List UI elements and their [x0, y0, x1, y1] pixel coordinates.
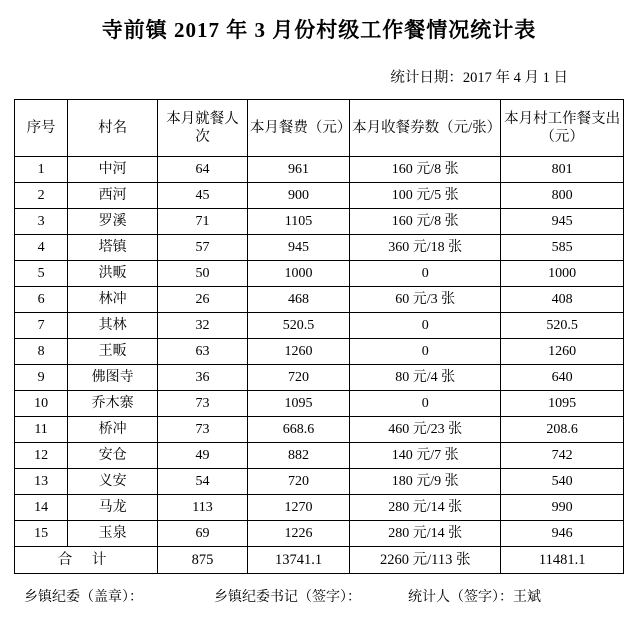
cell-fee: 1226 — [247, 521, 349, 547]
cell-persons: 36 — [158, 365, 248, 391]
cell-persons: 26 — [158, 287, 248, 313]
cell-coupon: 160 元/8 张 — [350, 209, 501, 235]
cell-fee: 720 — [247, 365, 349, 391]
cell-persons: 57 — [158, 235, 248, 261]
total-expense: 11481.1 — [501, 547, 624, 574]
cell-persons: 69 — [158, 521, 248, 547]
cell-seq: 1 — [15, 157, 68, 183]
cell-coupon: 0 — [350, 391, 501, 417]
statistics-table — [14, 99, 624, 574]
cell-fee: 945 — [247, 235, 349, 261]
signature-row — [0, 574, 638, 606]
column-header-seq: 序号 — [15, 100, 68, 157]
cell-persons: 63 — [158, 339, 248, 365]
cell-expense: 800 — [501, 183, 624, 209]
table-row — [15, 469, 624, 495]
table-row — [15, 339, 624, 365]
cell-village: 塔镇 — [68, 235, 158, 261]
cell-village: 佛图寺 — [68, 365, 158, 391]
cell-fee: 882 — [247, 443, 349, 469]
cell-fee: 1270 — [247, 495, 349, 521]
cell-fee: 720 — [247, 469, 349, 495]
cell-fee: 1260 — [247, 339, 349, 365]
cell-expense: 520.5 — [501, 313, 624, 339]
column-header-coupon: 本月收餐券数（元/张） — [350, 100, 501, 157]
cell-persons: 71 — [158, 209, 248, 235]
cell-seq: 11 — [15, 417, 68, 443]
secretary-signature-label: 乡镇纪委书记（签字）： — [214, 590, 361, 605]
cell-expense: 946 — [501, 521, 624, 547]
column-header-persons: 本月就餐人次 — [158, 100, 248, 157]
cell-village: 玉泉 — [68, 521, 158, 547]
cell-village: 其林 — [68, 313, 158, 339]
table-row — [15, 495, 624, 521]
column-header-expense: 本月村工作餐支出（元） — [501, 100, 624, 157]
table-total-row — [15, 547, 624, 574]
cell-coupon: 0 — [350, 261, 501, 287]
table-row — [15, 235, 624, 261]
page-title: 寺前镇 2017 年 3 月份村级工作餐情况统计表 — [101, 18, 537, 42]
cell-seq: 8 — [15, 339, 68, 365]
table-row — [15, 365, 624, 391]
cell-village: 王畈 — [68, 339, 158, 365]
cell-coupon: 80 元/4 张 — [350, 365, 501, 391]
table-container — [0, 99, 638, 574]
table-row — [15, 313, 624, 339]
table-row — [15, 417, 624, 443]
cell-fee: 900 — [247, 183, 349, 209]
cell-fee: 1095 — [247, 391, 349, 417]
cell-expense: 640 — [501, 365, 624, 391]
cell-village: 罗溪 — [68, 209, 158, 235]
table-row — [15, 391, 624, 417]
cell-persons: 73 — [158, 391, 248, 417]
cell-village: 义安 — [68, 469, 158, 495]
cell-coupon: 0 — [350, 313, 501, 339]
total-persons: 875 — [158, 547, 248, 574]
cell-village: 洪畈 — [68, 261, 158, 287]
table-row — [15, 443, 624, 469]
cell-village: 林冲 — [68, 287, 158, 313]
cell-persons: 32 — [158, 313, 248, 339]
cell-coupon: 280 元/14 张 — [350, 521, 501, 547]
cell-coupon: 460 元/23 张 — [350, 417, 501, 443]
cell-expense: 945 — [501, 209, 624, 235]
total-coupon: 2260 元/113 张 — [350, 547, 501, 574]
cell-expense: 408 — [501, 287, 624, 313]
cell-coupon: 280 元/14 张 — [350, 495, 501, 521]
cell-seq: 12 — [15, 443, 68, 469]
total-fee: 13741.1 — [247, 547, 349, 574]
cell-coupon: 140 元/7 张 — [350, 443, 501, 469]
cell-seq: 3 — [15, 209, 68, 235]
cell-expense: 742 — [501, 443, 624, 469]
cell-coupon: 160 元/8 张 — [350, 157, 501, 183]
cell-coupon: 0 — [350, 339, 501, 365]
cell-expense: 1000 — [501, 261, 624, 287]
table-row — [15, 261, 624, 287]
cell-village: 马龙 — [68, 495, 158, 521]
cell-seq: 6 — [15, 287, 68, 313]
cell-persons: 64 — [158, 157, 248, 183]
cell-expense: 990 — [501, 495, 624, 521]
cell-fee: 961 — [247, 157, 349, 183]
cell-fee: 668.6 — [247, 417, 349, 443]
seal-label: 乡镇纪委（盖章）： — [24, 590, 143, 605]
cell-expense: 801 — [501, 157, 624, 183]
cell-coupon: 100 元/5 张 — [350, 183, 501, 209]
cell-expense: 540 — [501, 469, 624, 495]
cell-seq: 5 — [15, 261, 68, 287]
cell-persons: 45 — [158, 183, 248, 209]
table-row — [15, 521, 624, 547]
cell-expense: 208.6 — [501, 417, 624, 443]
cell-village: 中河 — [68, 157, 158, 183]
cell-persons: 50 — [158, 261, 248, 287]
cell-coupon: 60 元/3 张 — [350, 287, 501, 313]
statistics-date: 统计日期：2017 年 4 月 1 日 — [390, 70, 568, 86]
table-row — [15, 209, 624, 235]
cell-village: 乔木寨 — [68, 391, 158, 417]
cell-village: 桥冲 — [68, 417, 158, 443]
cell-fee: 1000 — [247, 261, 349, 287]
cell-seq: 9 — [15, 365, 68, 391]
table-row — [15, 287, 624, 313]
cell-coupon: 180 元/9 张 — [350, 469, 501, 495]
cell-seq: 4 — [15, 235, 68, 261]
cell-expense: 1095 — [501, 391, 624, 417]
table-row — [15, 157, 624, 183]
cell-fee: 1105 — [247, 209, 349, 235]
cell-expense: 1260 — [501, 339, 624, 365]
cell-expense: 585 — [501, 235, 624, 261]
cell-village: 安仓 — [68, 443, 158, 469]
cell-seq: 13 — [15, 469, 68, 495]
cell-persons: 73 — [158, 417, 248, 443]
cell-fee: 468 — [247, 287, 349, 313]
column-header-fee: 本月餐费（元） — [247, 100, 349, 157]
cell-persons: 113 — [158, 495, 248, 521]
cell-persons: 54 — [158, 469, 248, 495]
cell-seq: 14 — [15, 495, 68, 521]
cell-coupon: 360 元/18 张 — [350, 235, 501, 261]
cell-seq: 7 — [15, 313, 68, 339]
table-row — [15, 183, 624, 209]
cell-fee: 520.5 — [247, 313, 349, 339]
cell-persons: 49 — [158, 443, 248, 469]
cell-village: 西河 — [68, 183, 158, 209]
cell-seq: 10 — [15, 391, 68, 417]
statistician-signature-label: 统计人（签字）：王斌 — [408, 590, 541, 605]
column-header-village: 村名 — [68, 100, 158, 157]
cell-seq: 15 — [15, 521, 68, 547]
table-header-row — [15, 100, 624, 157]
total-label: 合 计 — [15, 547, 158, 574]
cell-seq: 2 — [15, 183, 68, 209]
